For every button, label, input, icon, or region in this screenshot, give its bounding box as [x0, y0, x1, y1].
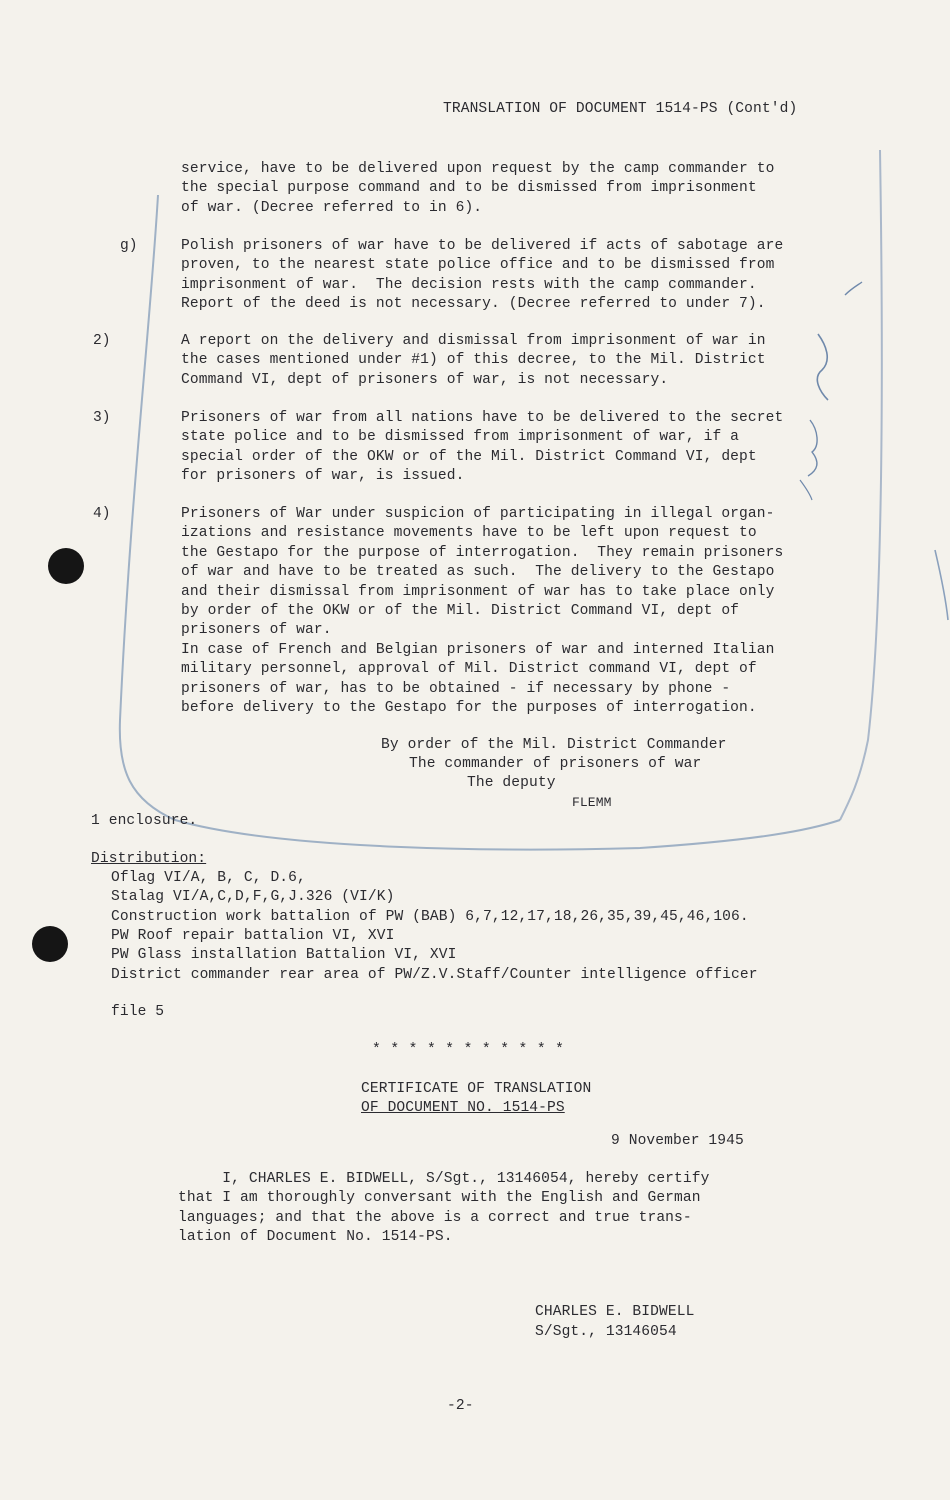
signature-line-3: The deputy	[467, 775, 556, 791]
separator-stars: * * * * * * * * * * *	[372, 1042, 565, 1058]
signature-name: FLEMM	[572, 795, 612, 810]
signature-line-1: By order of the Mil. District Commander	[381, 737, 727, 753]
header-title: TRANSLATION OF DOCUMENT 1514-PS (Cont'd)	[443, 101, 798, 117]
para-text-3: Prisoners of war from all nations have to be delivered to the secret state police and to be dismissed from imprisonment of war, if a special order of the OKW or of the Mil. District Command VI, dept for prisoners of war, is issued.	[181, 410, 784, 485]
distribution-item: PW Roof repair battalion VI, XVI	[111, 928, 395, 944]
certificate-body: I, CHARLES E. BIDWELL, S/Sgt., 13146054, hereby certify that I am thoroughly conversant with the English and German languages; and that the above is a correct and true trans- lation of Document No. 1514-PS.	[178, 1171, 710, 1246]
continuation-text: service, have to be delivered upon request by the camp commander to the special purpose command and to be dismissed from imprisonment of war. (Decree referred to in 6).	[181, 161, 775, 216]
certificate-title: CERTIFICATE OF TRANSLATION	[361, 1081, 592, 1097]
distribution-heading: Distribution:	[91, 851, 207, 867]
certificate-date: 9 November 1945	[611, 1133, 744, 1149]
signature-line-2: The commander of prisoners of war	[409, 756, 702, 772]
para-label-3: 3)	[93, 410, 111, 426]
distribution-item: Stalag VI/A,C,D,F,G,J.326 (VI/K)	[111, 889, 395, 905]
distribution-item: District commander rear area of PW/Z.V.Staff/Counter intelligence officer	[111, 967, 758, 983]
enclosure-note: 1 enclosure.	[91, 813, 198, 829]
signer-rank: S/Sgt., 13146054	[535, 1324, 677, 1340]
para-text-2: A report on the delivery and dismissal from imprisonment of war in the cases mentioned under #1) of this decree, to the Mil. District Command VI, dept of prisoners of war, is not necessary.	[181, 333, 766, 388]
distribution-item: Construction work battalion of PW (BAB) 6,7,12,17,18,26,35,39,45,46,106.	[111, 909, 749, 925]
punch-hole-bottom	[32, 926, 68, 962]
punch-hole-top	[48, 548, 84, 584]
signer-name: CHARLES E. BIDWELL	[535, 1304, 695, 1320]
page-number: -2-	[447, 1398, 474, 1414]
distribution-item: Oflag VI/A, B, C, D.6,	[111, 870, 306, 886]
para-text-g: Polish prisoners of war have to be delivered if acts of sabotage are proven, to the nearest state police office and to be dismissed from imprisonment of war. The decision rests with the camp commander. Report of the deed is not necessary. (Decree referred to under 7).	[181, 238, 784, 313]
file-reference: file 5	[111, 1004, 165, 1020]
para-label-g: g)	[120, 238, 138, 254]
certificate-subtitle: OF DOCUMENT NO. 1514-PS	[361, 1100, 565, 1116]
para-text-4: Prisoners of War under suspicion of participating in illegal organ- izations and resistance movements have to be left upon request to the Gestapo for the purpose of interrogation. They remain prisoners of war and have to be treated as such. The delivery to the Gestapo and their dismissal from imprisonment of war has to take place only by order of the OKW or of the Mil. District Command VI, dept of prisoners of war. In case of French and Belgian prisoners of war and interned Italian military personnel, approval of Mil. District command VI, dept of prisoners of war, has to be obtained - if necessary by phone - before delivery to the Gestapo for the purposes of interrogation.	[181, 506, 784, 717]
para-label-2: 2)	[93, 333, 111, 349]
distribution-item: PW Glass installation Battalion VI, XVI	[111, 947, 457, 963]
para-label-4: 4)	[93, 506, 111, 522]
